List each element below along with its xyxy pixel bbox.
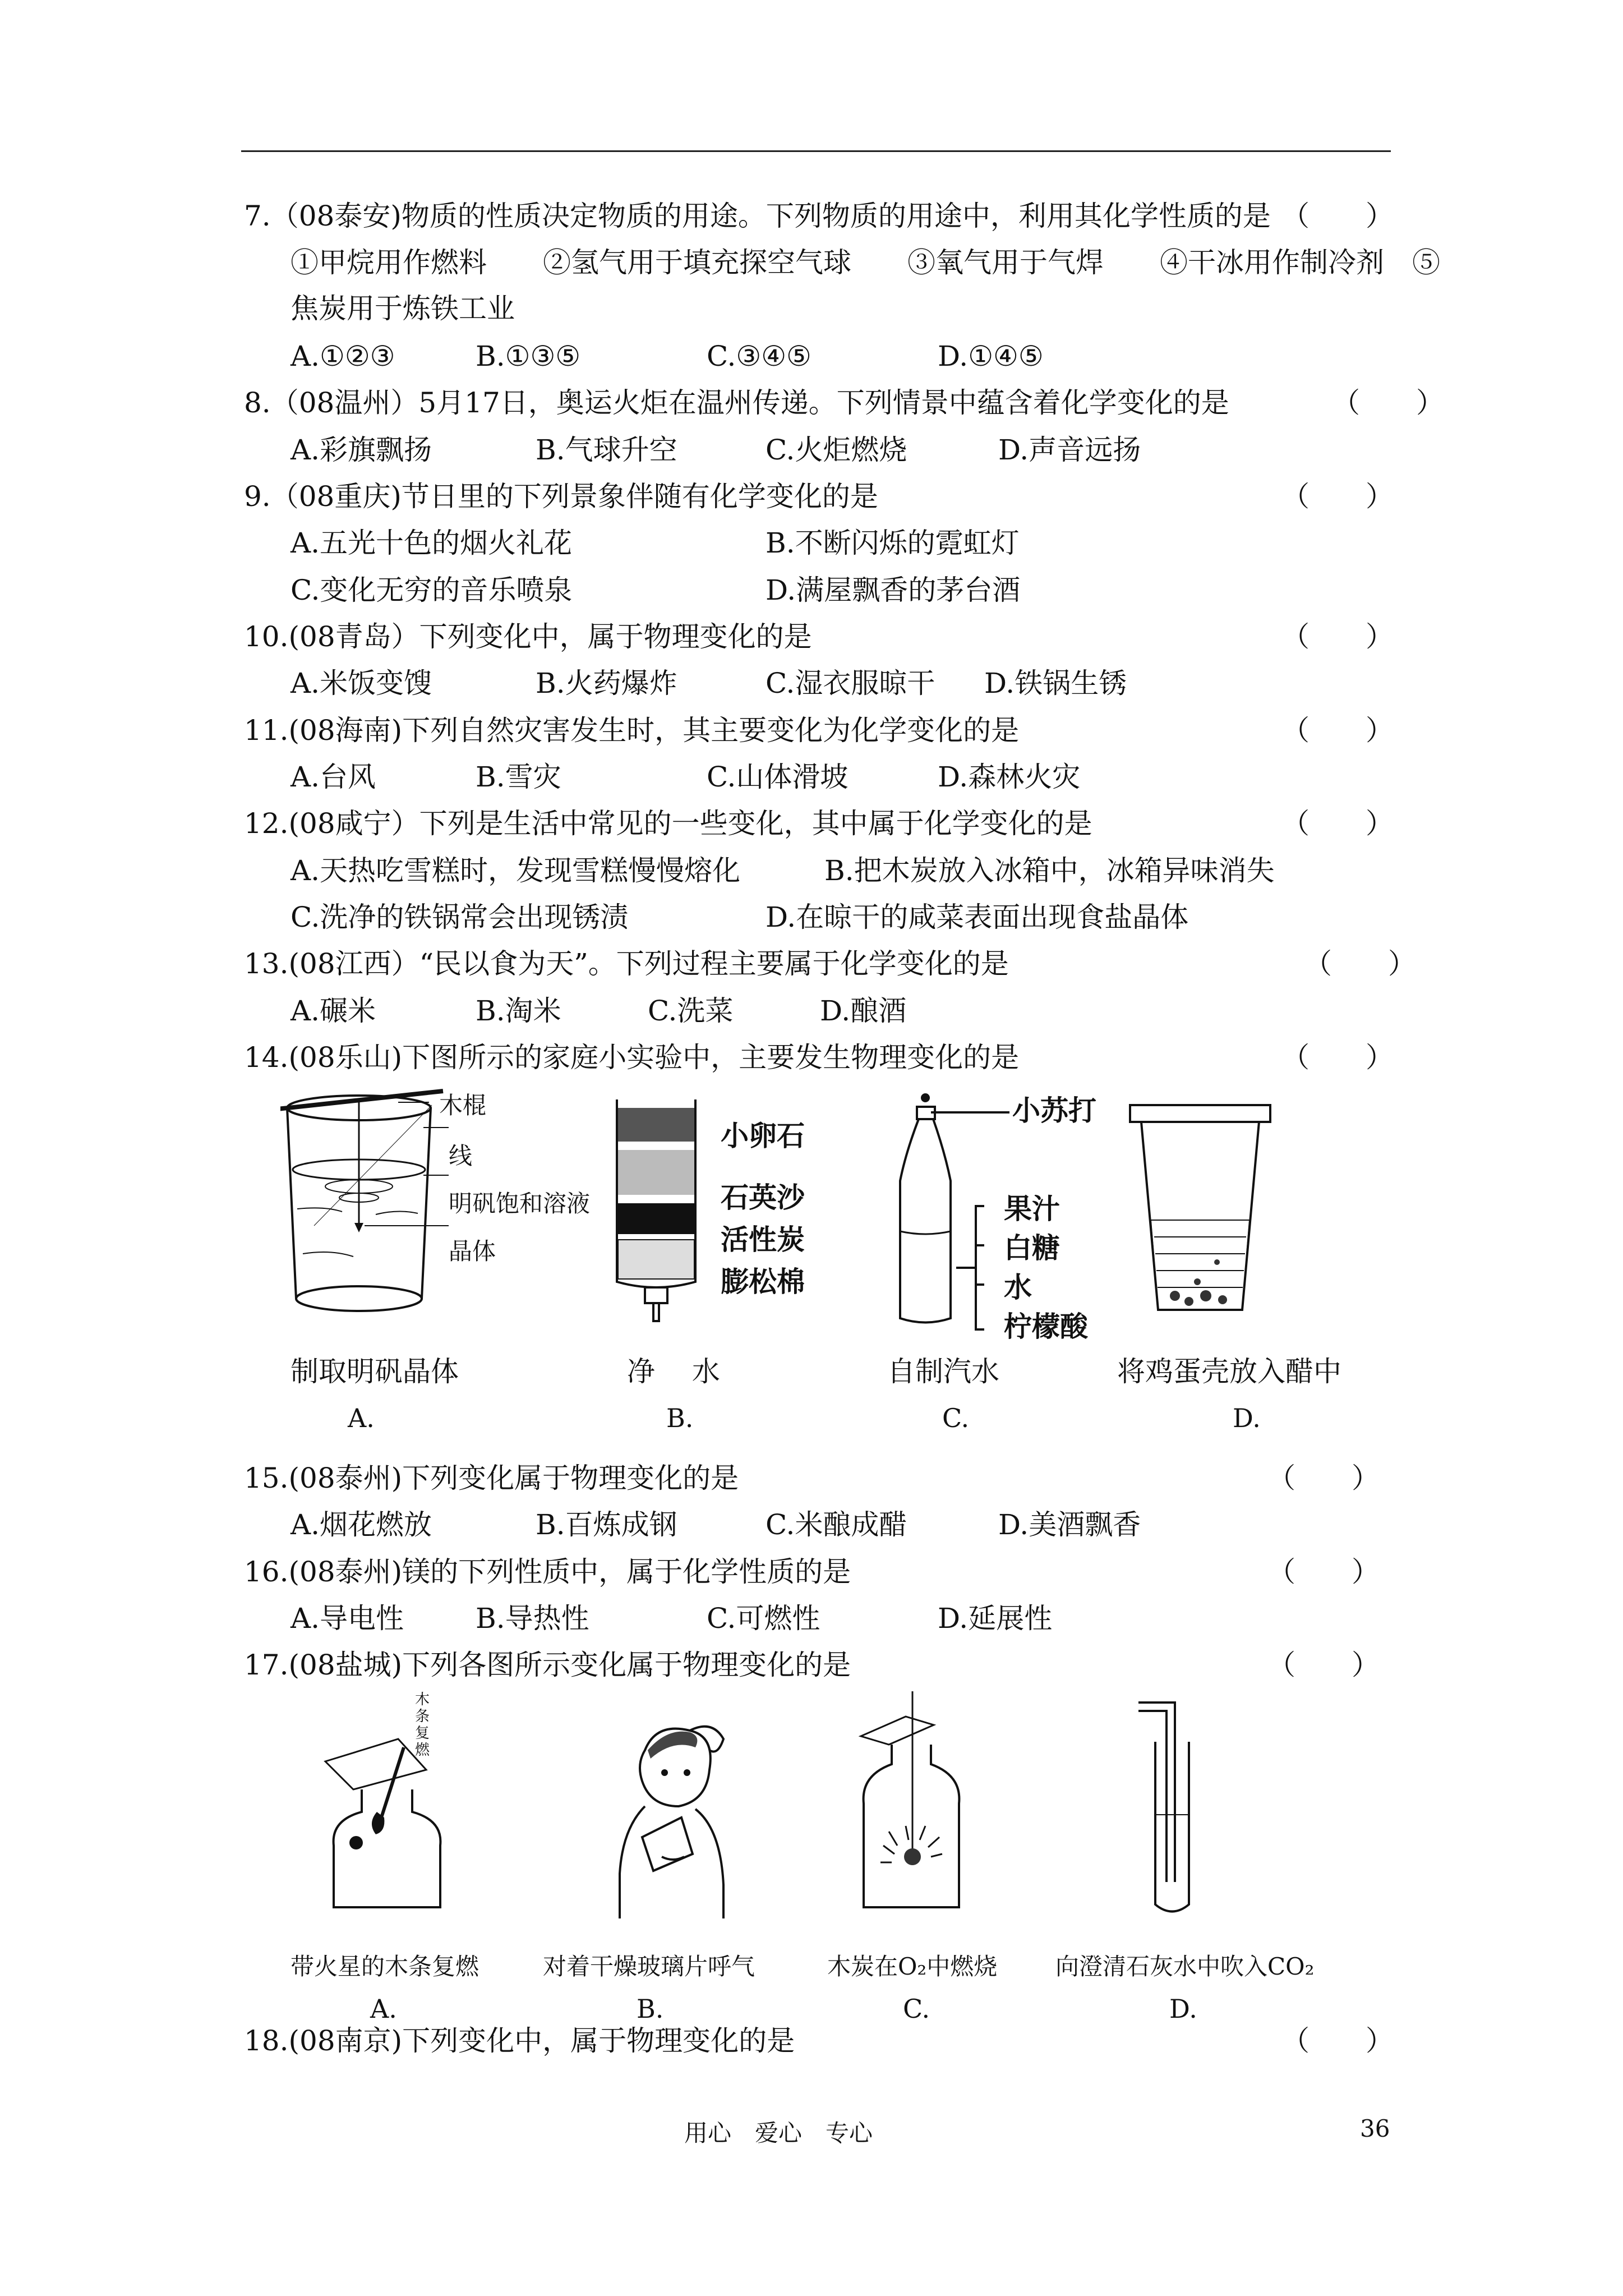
option-a: A.烟花燃放 <box>291 1508 432 1541</box>
option-b: B.雪灾 <box>476 761 561 793</box>
label-juice: 果汁 <box>1004 1192 1060 1225</box>
option-a: A.天热吃雪糕时，发现雪糕慢慢熔化 <box>291 854 741 887</box>
label-water: 水 <box>1004 1271 1032 1304</box>
caption-d: 向澄清石灰水中吹入CO₂ <box>1055 1953 1315 1980</box>
option-d: D.美酒飘香 <box>998 1508 1141 1541</box>
figure-letter-a: A. <box>370 1994 397 2024</box>
caption-c: 自制汽水 <box>887 1355 999 1388</box>
answer-blank: （ ） <box>1281 2024 1394 2057</box>
figure-letter-a: A. <box>348 1403 375 1433</box>
label-quartz-sand: 石英沙 <box>721 1181 805 1214</box>
option-d: D.延展性 <box>938 1602 1053 1635</box>
figure-letter-c: C. <box>942 1403 970 1433</box>
option-c: C.洗菜 <box>648 995 734 1027</box>
option-b: B.把木炭放入冰箱中，冰箱异味消失 <box>824 854 1275 887</box>
label-crystal: 晶体 <box>449 1237 496 1265</box>
caption-a: 制取明矾晶体 <box>291 1355 459 1388</box>
question-stem: 10.(08青岛）下列变化中，属于物理变化的是 <box>244 620 812 653</box>
question-stem: 17.(08盐城)下列各图所示变化属于物理变化的是 <box>244 1649 851 1681</box>
page-number: 36 <box>1360 2115 1390 2142</box>
question-7-items-cont: 焦炭用于炼铁工业 <box>291 292 515 325</box>
answer-blank: （ ） <box>1267 1556 1380 1588</box>
figure-splint-bottle <box>314 1728 471 1918</box>
option-c: C.变化无穷的音乐喷泉 <box>291 574 573 606</box>
option-d: D.声音远扬 <box>998 434 1141 466</box>
caption-c: 木炭在O₂中燃烧 <box>827 1953 998 1980</box>
question-stem: 15.(08泰州)下列变化属于物理变化的是 <box>244 1462 739 1494</box>
caption-a: 带火星的木条复燃 <box>291 1953 479 1980</box>
option-a: A.碾米 <box>291 995 376 1027</box>
answer-blank: （ ） <box>1267 1462 1380 1494</box>
label-alum-solution: 明矾饱和溶液 <box>449 1190 591 1217</box>
option-d: D.在晾干的咸菜表面出现食盐晶体 <box>766 901 1189 933</box>
option-b: B.百炼成钢 <box>536 1508 677 1541</box>
label-sugar: 白糖 <box>1004 1231 1060 1264</box>
option-b: B.火药爆炸 <box>536 667 677 700</box>
option-c: C.湿衣服晾干 <box>766 667 935 700</box>
option-c: C.米酿成醋 <box>766 1508 907 1541</box>
question-stem: 11.(08海南)下列自然灾害发生时，其主要变化为化学变化的是 <box>244 714 1020 747</box>
option-b: B.①③⑤ <box>476 340 581 372</box>
answer-blank: （ ） <box>1281 714 1394 747</box>
option-c: C.火炬燃烧 <box>766 434 907 466</box>
option-a: A.五光十色的烟火礼花 <box>291 527 573 559</box>
option-c: C.可燃性 <box>707 1602 820 1635</box>
answer-blank: （ ） <box>1281 480 1394 513</box>
answer-blank: （ ） <box>1281 200 1394 232</box>
answer-blank: （ ） <box>1281 1041 1394 1074</box>
option-a: A.米饭变馊 <box>291 667 432 700</box>
option-d: D.酿酒 <box>820 995 907 1027</box>
footer-motto: 用心 爱心 专心 <box>684 2119 873 2147</box>
option-b: B.淘米 <box>476 995 561 1027</box>
caption-b: 对着干燥玻璃片呼气 <box>543 1953 755 1980</box>
question-7-items: ①甲烷用作燃料 ②氢气用于填充探空气球 ③氧气用于气焊 ④干冰用作制冷剂 ⑤ <box>291 246 1440 279</box>
answer-blank: （ ） <box>1267 1649 1380 1681</box>
option-d: D.①④⑤ <box>938 340 1044 372</box>
option-b: B.不断闪烁的霓虹灯 <box>766 527 1020 559</box>
option-a: A.①②③ <box>291 340 395 372</box>
option-d: D.森林火灾 <box>938 761 1081 793</box>
answer-blank: （ ） <box>1281 620 1394 653</box>
label-thread: 线 <box>449 1142 473 1170</box>
caption-d: 将鸡蛋壳放入醋中 <box>1117 1355 1341 1388</box>
question-stem: 13.(08江西）“民以食为天”。下列过程主要属于化学变化的是 <box>244 947 1009 980</box>
answer-blank: （ ） <box>1281 807 1394 840</box>
figure-charcoal-burning <box>850 1691 973 1921</box>
answer-blank: （ ） <box>1304 947 1416 980</box>
label-pebbles: 小卵石 <box>721 1119 805 1152</box>
label-splint-relights: 木条复燃 <box>415 1691 430 1759</box>
leader-line <box>928 1110 1012 1115</box>
option-d: D.铁锅生锈 <box>984 667 1127 700</box>
question-stem: 8.（08温州）5月17日，奥运火炬在温州传递。下列情景中蕴含着化学变化的是 <box>244 386 1229 419</box>
option-c: C.山体滑坡 <box>707 761 849 793</box>
bracket-lines <box>953 1200 998 1335</box>
question-stem: 7.（08泰安)物质的性质决定物质的用途。下列物质的用途中，利用其化学性质的是 <box>244 200 1271 232</box>
figure-letter-c: C. <box>903 1994 930 2024</box>
header-rule <box>241 150 1391 152</box>
figure-letter-b: B. <box>666 1403 694 1433</box>
question-stem: 9.（08重庆)节日里的下列景象伴随有化学变化的是 <box>244 480 878 513</box>
label-citric-acid: 柠檬酸 <box>1004 1310 1088 1343</box>
figure-eggshell-vinegar <box>1127 1102 1273 1318</box>
option-c: C.③④⑤ <box>707 340 811 372</box>
label-activated-carbon: 活性炭 <box>721 1223 805 1256</box>
figure-water-filter <box>606 1097 707 1327</box>
option-b: B.导热性 <box>476 1602 589 1635</box>
label-cotton: 膨松棉 <box>721 1265 805 1298</box>
question-stem: 14.(08乐山)下图所示的家庭小实验中，主要发生物理变化的是 <box>244 1041 1020 1074</box>
figure-girl-breathing <box>611 1717 735 1924</box>
figure-letter-d: D. <box>1169 1994 1197 2024</box>
question-stem: 12.(08咸宁）下列是生活中常见的一些变化，其中属于化学变化的是 <box>244 807 1092 840</box>
option-a: A.台风 <box>291 761 376 793</box>
label-wood-stick: 木棍 <box>439 1092 487 1119</box>
label-baking-soda: 小苏打 <box>1012 1094 1096 1127</box>
figure-limewater-tube <box>1133 1697 1217 1921</box>
figure-letter-d: D. <box>1233 1403 1261 1433</box>
option-d: D.满屋飘香的茅台酒 <box>766 574 1021 606</box>
option-b: B.气球升空 <box>536 434 677 466</box>
figure-letter-b: B. <box>637 1994 664 2024</box>
caption-b: 净 水 <box>627 1355 720 1388</box>
question-stem: 18.(08南京)下列变化中，属于物理变化的是 <box>244 2024 795 2057</box>
option-a: A.彩旗飘扬 <box>291 434 432 466</box>
question-stem: 16.(08泰州)镁的下列性质中，属于化学性质的是 <box>244 1556 851 1588</box>
option-a: A.导电性 <box>291 1602 404 1635</box>
option-c: C.洗净的铁锅常会出现锈渍 <box>291 901 629 933</box>
answer-blank: （ ） <box>1332 386 1444 419</box>
